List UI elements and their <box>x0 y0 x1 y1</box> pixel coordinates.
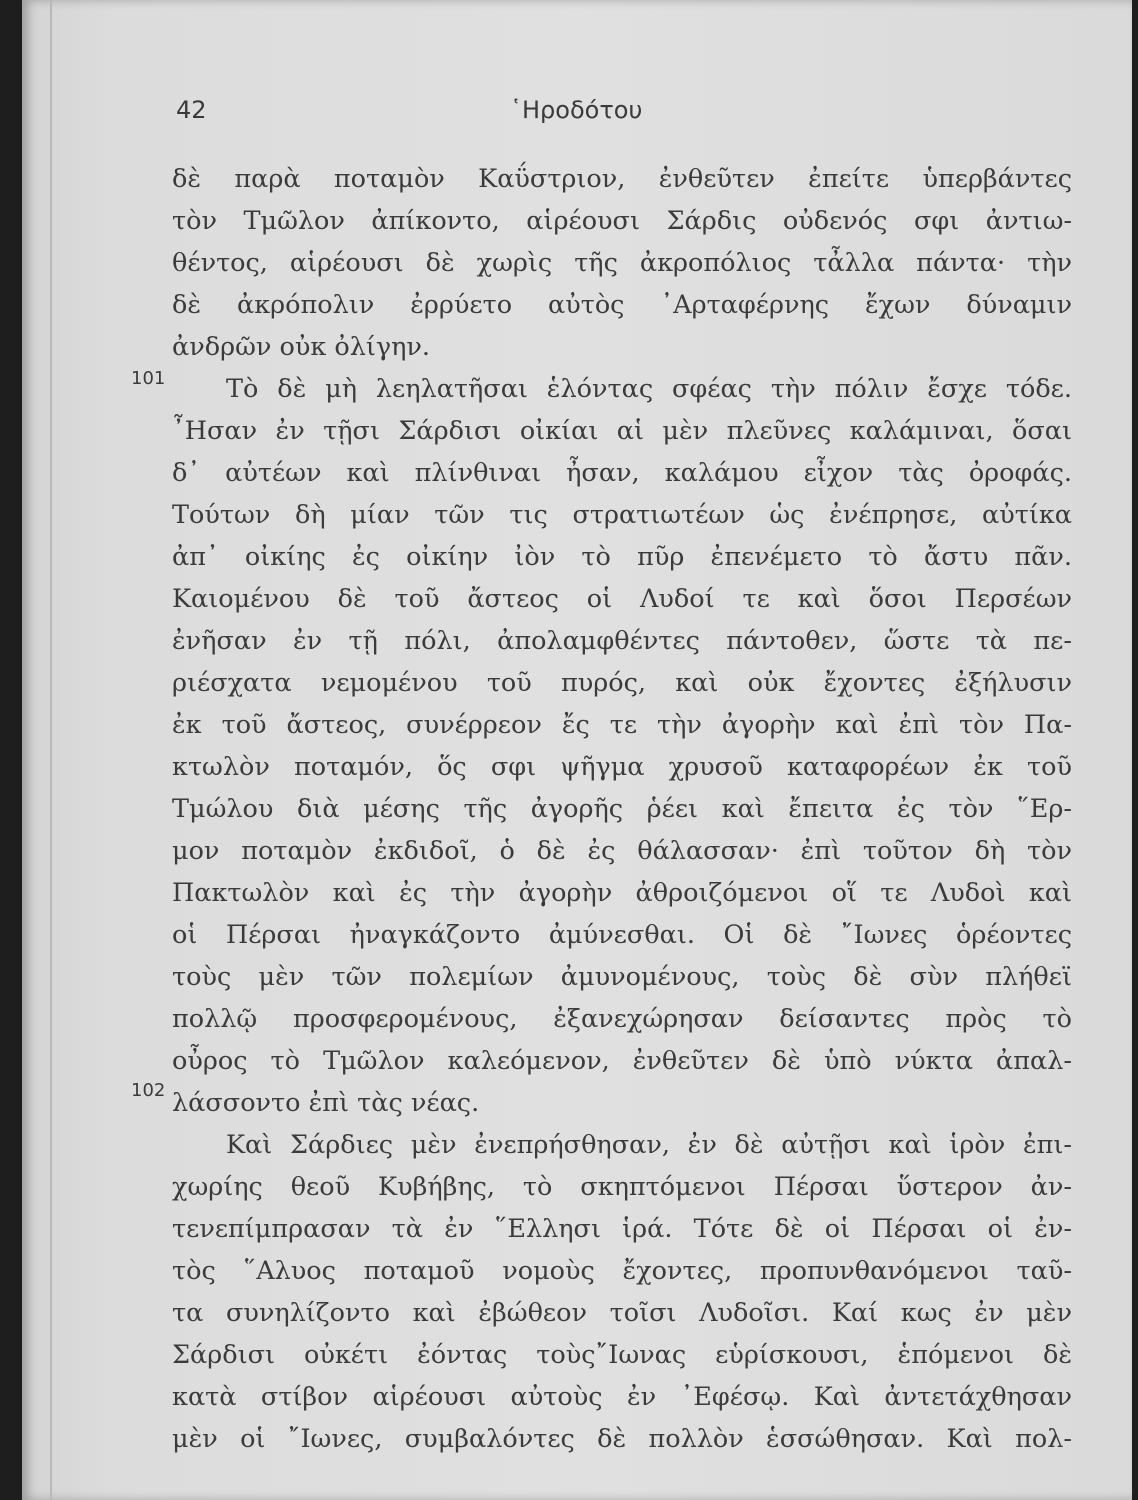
page-header <box>0 96 1138 136</box>
section-number-102: 102 <box>131 1080 166 1101</box>
text-line: τοὺς μὲν τῶν πολεμίων ἀμυνομένους, τοὺς δὲ σὺν πλήθεϊ <box>172 962 1072 992</box>
text-line: τὸς ῞Αλυος ποταμοῦ νομοὺς ἔχοντες, προπυνθανόμενοι ταῦ- <box>172 1256 1072 1286</box>
text-line: Καιομένου δὲ τοῦ ἄστεος οἱ Λυδοί τε καὶ ὅσοι Περσέων <box>172 584 1072 614</box>
text-line: Τούτων δὴ μίαν τῶν τις στρατιωτέων ὡς ἐνέπρησε, αὐτίκα <box>172 500 1072 530</box>
text-line: οἱ Πέρσαι ἠναγκάζοντο ἀμύνεσθαι. Οἱ δὲ ῎Ιωνες ὁρέοντες <box>172 920 1072 950</box>
section-number-101: 101 <box>131 368 166 389</box>
body-text <box>172 158 1072 1460</box>
text-line: λάσσοντο ἐπὶ τὰς νέας. <box>172 1088 480 1118</box>
text-line: δ᾿ αὐτέων καὶ πλίνθιναι ἦσαν, καλάμου εἶχον τὰς ὀροφάς. <box>172 458 1072 488</box>
text-line: ἐνῆσαν ἐν τῇ πόλι, ἀπολαμφθέντες πάντοθεν, ὥστε τὰ πε- <box>172 626 1072 656</box>
text-line: ἐκ τοῦ ἄστεος, συνέρρεον ἔς τε τὴν ἀγορὴν καὶ ἐπὶ τὸν Πα- <box>172 710 1072 740</box>
text-line: οὖρος τὸ Τμῶλον καλεόμενον, ἐνθεῦτεν δὲ ὑπὸ νύκτα ἀπαλ- <box>172 1046 1072 1076</box>
running-title: ῾Ηροδότου <box>510 96 643 124</box>
text-line: κτωλὸν ποταμόν, ὅς σφι ψῆγμα χρυσοῦ καταφορέων ἐκ τοῦ <box>172 752 1072 782</box>
text-line: χωρίης θεοῦ Κυβήβης, τὸ σκηπτόμενοι Πέρσαι ὕστερον ἀν- <box>172 1172 1072 1202</box>
text-line: ῏Ησαν ἐν τῇσι Σάρδισι οἰκίαι αἱ μὲν πλεῦνες καλάμιναι, ὅσαι <box>172 416 1072 446</box>
text-line: Σάρδισι οὐκέτι ἐόντας τοὺς῎Ιωνας εὑρίσκουσι, ἑπόμενοι δὲ <box>172 1340 1072 1370</box>
text-line: ἀπ᾿ οἰκίης ἐς οἰκίην ἰὸν τὸ πῦρ ἐπενέμετο τὸ ἄστυ πᾶν. <box>172 542 1072 572</box>
text-line: ριέσχατα νεμομένου τοῦ πυρός, καὶ οὐκ ἔχοντες ἐξήλυσιν <box>172 668 1072 698</box>
paragraph-start-line: Καὶ Σάρδιες μὲν ἐνεπρήσθησαν, ἐν δὲ αὐτῇσι καὶ ἱρὸν ἐπι- <box>226 1130 1072 1160</box>
text-line: τενεπίμπρασαν τὰ ἐν ῞Ελλησι ἱρά. Τότε δὲ οἱ Πέρσαι οἱ ἐν- <box>172 1214 1072 1244</box>
text-line: θέντος, αἱρέουσι δὲ χωρὶς τῆς ἀκροπόλιος τἆλλα πάντα· τὴν <box>172 248 1072 278</box>
text-line: Τμώλου διὰ μέσης τῆς ἀγορῆς ῥέει καὶ ἔπειτα ἐς τὸν ῞Ερ- <box>172 794 1072 824</box>
page-number: 42 <box>176 96 207 124</box>
page-edge <box>50 0 52 1500</box>
text-line: πολλῷ προσφερομένους, ἐξανεχώρησαν δείσαντες πρὸς τὸ <box>172 1004 1072 1034</box>
text-line: δὲ ἀκρόπολιν ἐρρύετο αὐτὸς ᾿Αρταφέρνης ἔχων δύναμιν <box>172 290 1072 320</box>
text-line: μὲν οἱ ῎Ιωνες, συμβαλόντες δὲ πολλὸν ἑσσώθησαν. Καὶ πολ- <box>172 1424 1072 1454</box>
text-line: δὲ παρὰ ποταμὸν Καΰστριον, ἐνθεῦτεν ἐπείτε ὑπερβάντες <box>172 164 1072 194</box>
text-line: μον ποταμὸν ἐκδιδοῖ, ὁ δὲ ἐς θάλασσαν· ἐπὶ τοῦτον δὴ τὸν <box>172 836 1072 866</box>
paragraph-start-line: Τὸ δὲ μὴ λεηλατῆσαι ἑλόντας σφέας τὴν πόλιν ἔσχε τόδε. <box>226 374 1072 404</box>
text-line: τα συνηλίζοντο καὶ ἐβώθεον τοῖσι Λυδοῖσι. Καί κως ἐν μὲν <box>172 1298 1072 1328</box>
text-line: τὸν Τμῶλον ἀπίκοντο, αἱρέουσι Σάρδις οὐδενός σφι ἀντιω- <box>172 206 1072 236</box>
text-line: ἀνδρῶν οὐκ ὀλίγην. <box>172 332 431 362</box>
text-line: κατὰ στίβον αἱρέουσι αὐτοὺς ἐν ᾿Εφέσῳ. Καὶ ἀντετάχθησαν <box>172 1382 1072 1412</box>
text-line: Πακτωλὸν καὶ ἐς τὴν ἀγορὴν ἀθροιζόμενοι οἵ τε Λυδοὶ καὶ <box>172 878 1072 908</box>
